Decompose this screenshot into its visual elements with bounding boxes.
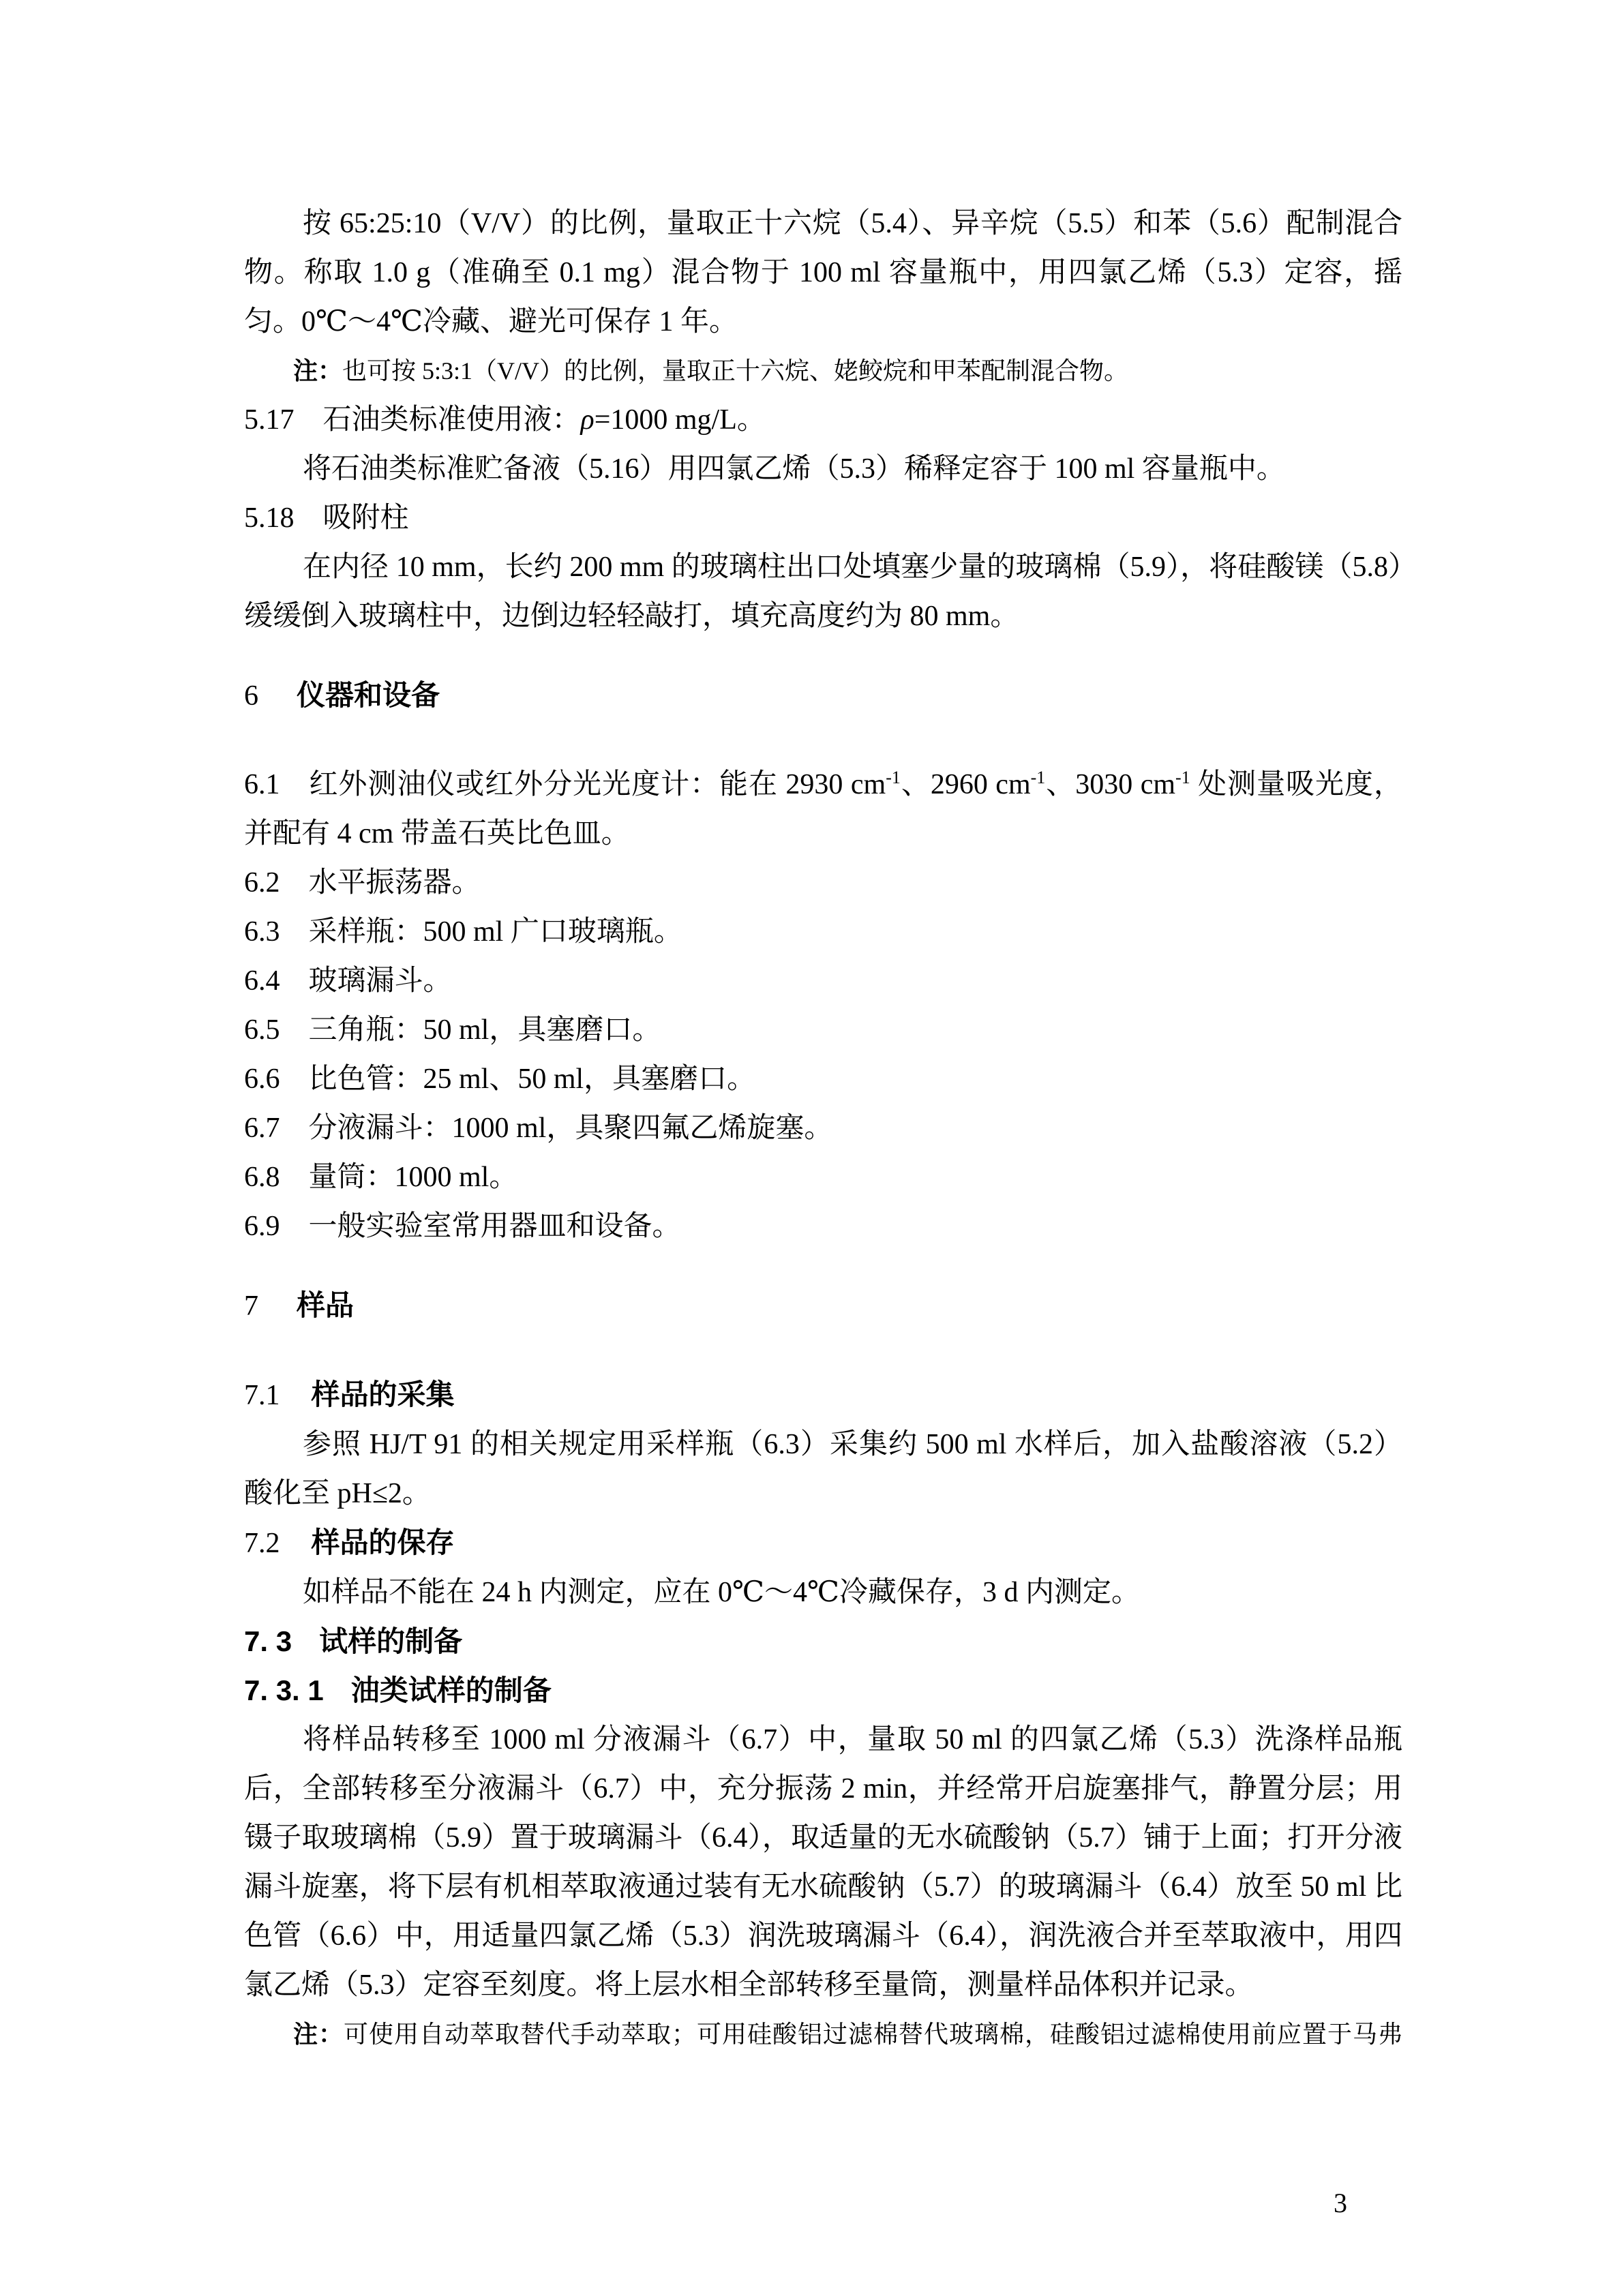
item-6-1 [244,760,1402,858]
item-5-17-value: =1000 mg/L。 [594,404,766,436]
item-6-6-text: 比色管：25 ml、50 ml，具塞磨口。 [308,1063,756,1095]
section-7-3-title: 试样的制备 [319,1625,463,1657]
item-6-9 [244,1202,1402,1251]
item-6-4 [244,956,1402,1006]
item-6-8-number: 6.8 [244,1162,280,1193]
item-6-9-text: 一般实验室常用器皿和设备。 [308,1211,681,1242]
item-6-1-text-3: 、3030 cm [1045,769,1176,800]
item-6-3-text: 采样瓶：500 ml 广口玻璃瓶。 [308,916,682,948]
item-6-6 [244,1055,1402,1104]
item-5-18 [244,494,1402,543]
section-6-title: 仪器和设备 [297,679,440,711]
item-6-5-number: 6.5 [244,1014,280,1046]
item-6-5 [244,1006,1402,1055]
paragraph-use-solution: 将石油类标准贮备液（5.16）用四氯乙烯（5.3）稀释定容于 100 ml 容量瓶中。 [303,453,1285,485]
paragraph-sample-collection: 参照 HJ/T 91 的相关规定用采样瓶（6.3）采集约 500 ml 水样后，加入盐酸溶液（5.2）酸化至 pH≤2。 [244,1429,1402,1509]
note-alternative-ratio [244,346,1402,395]
paragraph-oil-sample-preparation: 将样品转移至 1000 ml 分液漏斗（6.7）中，量取 50 ml 的四氯乙烯（5.3）洗涤样品瓶后，全部转移至分液漏斗（6.7）中，充分振荡 2 min，并经常开启旋塞排气，静置分层；用镊子取玻璃棉（5.9）置于玻璃漏斗（6.4），取适量的无水硫酸钠（5.7）铺于上面；打开分液漏斗旋塞，将下层有机相萃取液通过装有无水硫酸钠（5.7）的玻璃漏斗（6.4）放至 50 ml 比色管（6.6）中，用适量四氯乙烯（5.3）润洗玻璃漏斗（6.4），润洗液合并至萃取液中，用四氯乙烯（5.3）定容至刻度。将上层水相全部转移至量筒，测量样品体积并记录。 [244,1724,1402,2001]
item-6-1-text-2: 、2960 cm [900,769,1031,800]
section-7-3-number: 7. 3 [244,1625,292,1657]
section-heading-7-3 [244,1617,1402,1666]
item-5-18-number: 5.18 [244,502,295,534]
paragraph-sample-storage: 如样品不能在 24 h 内测定，应在 0℃～4℃冷藏保存，3 d 内测定。 [303,1577,1140,1608]
superscript-minus-1: -1 [1030,768,1046,787]
item-6-1-number: 6.1 [244,769,280,800]
section-6-number: 6 [244,680,258,712]
item-6-6-number: 6.6 [244,1063,280,1095]
item-6-1-text-1: 红外测油仪或红外分光光度计：能在 2930 cm [308,769,886,800]
note-extraction [244,2010,1402,2059]
paragraph-mixture-preparation: 按 65:25:10（V/V）的比例，量取正十六烷（5.4）、异辛烷（5.5）和苯（5.6）配制混合物。称取 1.0 g（准确至 0.1 mg）混合物于 100 ml 容量瓶中，用四氯乙烯（5.3）定容，摇匀。0℃～4℃冷藏、避光可保存 1 年。 [244,208,1402,337]
rho-symbol: ρ [580,404,595,436]
section-heading-7-2 [244,1518,1402,1568]
item-6-3 [244,907,1402,956]
item-5-17-number: 5.17 [244,404,295,436]
page-number: 3 [1334,2188,1347,2218]
item-6-7 [244,1104,1402,1153]
item-5-17 [244,395,1402,444]
section-7-3-1-number: 7. 3. 1 [244,1674,324,1706]
item-6-4-text: 玻璃漏斗。 [308,965,452,997]
item-5-18-text: 吸附柱 [322,502,409,534]
section-7-1-title: 样品的采集 [311,1378,455,1410]
item-6-3-number: 6.3 [244,916,280,948]
note-label: 注： [293,2020,344,2048]
superscript-minus-1: -1 [886,768,901,787]
section-heading-7 [244,1281,1402,1331]
section-7-1-number: 7.1 [244,1380,280,1411]
item-6-2-text: 水平振荡器。 [308,867,481,898]
section-7-3-1-title: 油类试样的制备 [350,1674,552,1706]
section-heading-6 [244,671,1402,721]
section-heading-7-3-1 [244,1666,1402,1715]
item-6-2 [244,858,1402,907]
note-text: 也可按 5:3:1（V/V）的比例，量取正十六烷、姥鲛烷和甲苯配制混合物。 [342,357,1129,384]
item-6-7-text: 分液漏斗：1000 ml，具聚四氟乙烯旋塞。 [308,1113,833,1144]
item-6-1-text-4: 处测量吸光度，并配有 4 cm 带盖石英比色皿。 [244,769,1402,849]
item-6-7-number: 6.7 [244,1113,280,1144]
section-7-2-title: 样品的保存 [311,1526,455,1558]
item-6-9-number: 6.9 [244,1211,280,1242]
section-7-2-number: 7.2 [244,1528,280,1559]
paragraph-adsorption-column: 在内径 10 mm，长约 200 mm 的玻璃柱出口处填塞少量的玻璃棉（5.9），将硅酸镁（5.8）缓缓倒入玻璃柱中，边倒边轻轻敲打，填充高度约为 80 mm。 [244,552,1402,632]
section-heading-7-1 [244,1370,1402,1420]
item-6-5-text: 三角瓶：50 ml，具塞磨口。 [308,1014,661,1046]
item-6-8 [244,1153,1402,1202]
item-6-4-number: 6.4 [244,965,280,997]
section-7-title: 样品 [297,1289,355,1321]
section-7-number: 7 [244,1290,258,1322]
item-5-17-text: 石油类标准使用液： [322,404,581,436]
superscript-minus-1: -1 [1175,768,1190,787]
item-6-2-number: 6.2 [244,867,280,898]
note-text: 可使用自动萃取替代手动萃取；可用硅酸铝过滤棉替代玻璃棉，硅酸铝过滤棉使用前应置于马弗 [344,2021,1402,2048]
note-label: 注： [293,357,343,384]
item-6-8-text: 量筒：1000 ml。 [308,1162,518,1193]
